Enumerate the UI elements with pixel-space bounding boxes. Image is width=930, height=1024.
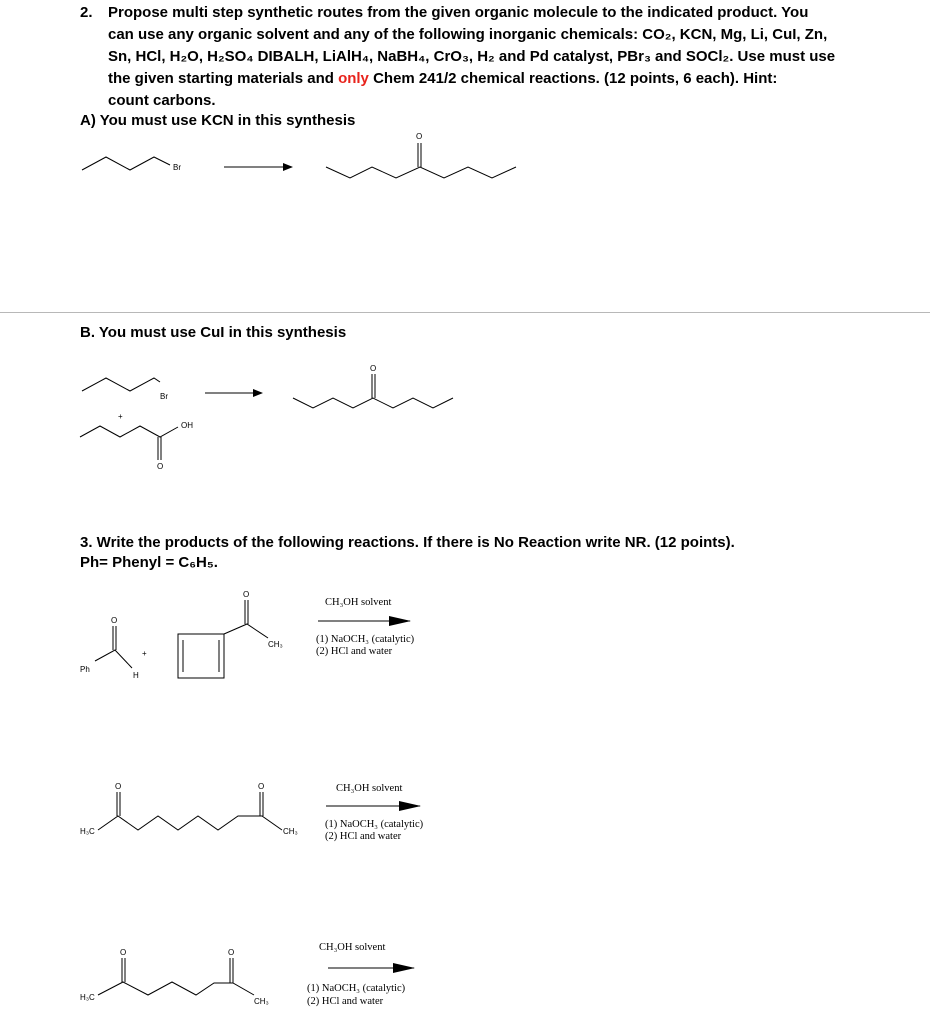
r3-step1: (1) NaOCH₃ (catalytic)	[307, 983, 406, 994]
r3-solvent: CH₃OH solvent	[319, 942, 386, 953]
r3-ch3-label: CH₃	[254, 997, 269, 1006]
r1-ketone-o: O	[243, 590, 250, 599]
question-3-title: 3. Write the products of the following reactions. If there is No Reaction write NR. (12 points).	[80, 534, 735, 551]
diketone-molecule-1	[98, 792, 282, 830]
aldehyde-molecule	[95, 626, 132, 668]
q2-line-5: count carbons.	[108, 92, 216, 109]
part-b-bromoalkane	[82, 378, 160, 391]
part-b-acid-o-label: O	[157, 462, 164, 471]
r1-ph-label: Ph	[80, 665, 90, 674]
r3-o-left: O	[120, 948, 127, 957]
r1-h-label: H	[133, 671, 139, 680]
only-emphasis: only	[338, 70, 369, 87]
part-b-o-label: O	[370, 364, 377, 373]
part-b-plus: +	[118, 412, 123, 421]
r2-solvent: CH₃OH solvent	[336, 783, 403, 794]
r2-o-right: O	[258, 782, 265, 791]
r1-plus: +	[142, 649, 147, 658]
r2-o-left: O	[115, 782, 122, 791]
part-b-carboxylic-acid	[80, 426, 178, 460]
diketone-molecule-2	[98, 958, 254, 995]
q2-line-1: Propose multi step synthetic routes from the given organic molecule to the indicated product. You	[108, 4, 809, 21]
q2-line-3: Sn, HCl, H₂O, H₂SO₄ DIBALH, LiAlH₄, NaBH₄, CrO₃, H₂ and Pd catalyst, PBr₃ and SOCl₂. Use must use	[108, 48, 836, 65]
part-b-br-label: Br	[160, 392, 168, 401]
r2-step1: (1) NaOCH₃ (catalytic)	[325, 819, 424, 830]
r2-ch3-label: CH₃	[283, 827, 298, 836]
r3-step2: (2) HCl and water	[307, 996, 384, 1007]
part-b-oh-label: OH	[181, 421, 193, 430]
r1-step1: (1) NaOCH₃ (catalytic)	[316, 634, 415, 645]
r3-o-right: O	[228, 948, 235, 957]
r1-ch3-label: CH₃	[268, 640, 283, 649]
part-a-ketone-product	[326, 143, 516, 178]
part-a-title: A) You must use KCN in this synthesis	[80, 112, 356, 129]
question-2-number: 2.	[80, 4, 93, 21]
q2-line-4-post: Chem 241/2 chemical reactions. (12 points, 6 each). Hint:	[368, 70, 778, 87]
q2-line-4-pre: the given starting materials and	[108, 70, 339, 87]
q2-line-2: can use any organic solvent and any of the following inorganic chemicals: CO₂, KCN, Mg, Li, CuI, Zn,	[108, 26, 828, 43]
acetophenone-molecule	[178, 600, 268, 678]
part-a-bromoalkane	[82, 157, 170, 170]
r2-h3c-label: H₃C	[80, 827, 95, 836]
r1-aldehyde-o: O	[111, 616, 118, 625]
r3-h3c-label: H₃C	[80, 993, 95, 1002]
part-b-ketone-product	[293, 374, 453, 408]
r1-solvent: CH₃OH solvent	[325, 597, 392, 608]
part-a-o-label: O	[416, 132, 423, 141]
r1-step2: (2) HCl and water	[316, 646, 393, 657]
r2-step2: (2) HCl and water	[325, 831, 402, 842]
part-a-br-label: Br	[173, 163, 181, 172]
question-3-subtitle: Ph= Phenyl = C₆H₅.	[80, 554, 218, 571]
part-b-title: B. You must use CuI in this synthesis	[80, 324, 347, 341]
